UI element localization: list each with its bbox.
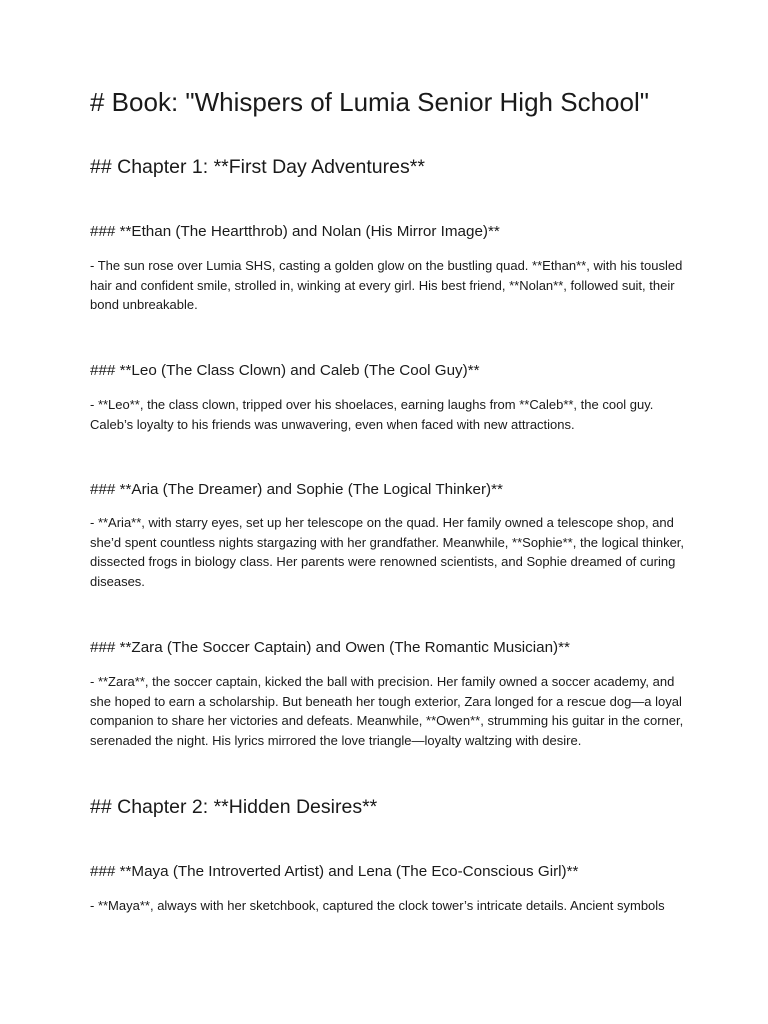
section-body-maya-lena: - **Maya**, always with her sketchbook, captured the clock tower’s intricate details. Ancient symbols bbox=[90, 898, 665, 913]
book-title: # Book: "Whispers of Lumia Senior High School" bbox=[90, 87, 649, 117]
section-body-leo-caleb: - **Leo**, the class clown, tripped over his shoelaces, earning laughs from **Caleb**, the cool guy. Caleb’s loyalty to his friends was unwavering, even when faced with new attractions. bbox=[90, 397, 654, 432]
section-heading-zara-owen: ### **Zara (The Soccer Captain) and Owen (The Romantic Musician)** bbox=[90, 639, 570, 656]
chapter-1-heading: ## Chapter 1: **First Day Adventures** bbox=[90, 156, 425, 178]
section-heading-maya-lena: ### **Maya (The Introverted Artist) and Lena (The Eco-Conscious Girl)** bbox=[90, 863, 579, 880]
section-body-ethan-nolan: - The sun rose over Lumia SHS, casting a golden glow on the bustling quad. **Ethan**, with his tousled hair and confident smile, strolled in, winking at every girl. His best friend, **Nolan**, followed suit, their bond unbreakable. bbox=[90, 258, 683, 313]
chapter-2-heading: ## Chapter 2: **Hidden Desires** bbox=[90, 796, 378, 818]
section-heading-ethan-nolan: ### **Ethan (The Heartthrob) and Nolan (His Mirror Image)** bbox=[90, 223, 500, 240]
section-heading-leo-caleb: ### **Leo (The Class Clown) and Caleb (The Cool Guy)** bbox=[90, 362, 480, 379]
section-heading-aria-sophie: ### **Aria (The Dreamer) and Sophie (The Logical Thinker)** bbox=[90, 481, 503, 498]
section-body-aria-sophie: - **Aria**, with starry eyes, set up her telescope on the quad. Her family owned a telescope shop, and she’d spent countless nights stargazing with her grandfather. Meanwhile, **Sophie**, the logical thinker, dissected frogs in biology class. Her parents were renowned scientists, and Sophie dreamed of curing diseases. bbox=[90, 515, 685, 590]
section-body-zara-owen: - **Zara**, the soccer captain, kicked the ball with precision. Her family owned a soccer academy, and she hoped to earn a scholarship. But beneath her tough exterior, Zara longed for a rescue dog—a loyal companion to share her victories and defeats. Meanwhile, **Owen**, strumming his guitar in the corner, serenaded the night. His lyrics mirrored the love triangle—loyalty waltzing with desire. bbox=[90, 674, 684, 749]
